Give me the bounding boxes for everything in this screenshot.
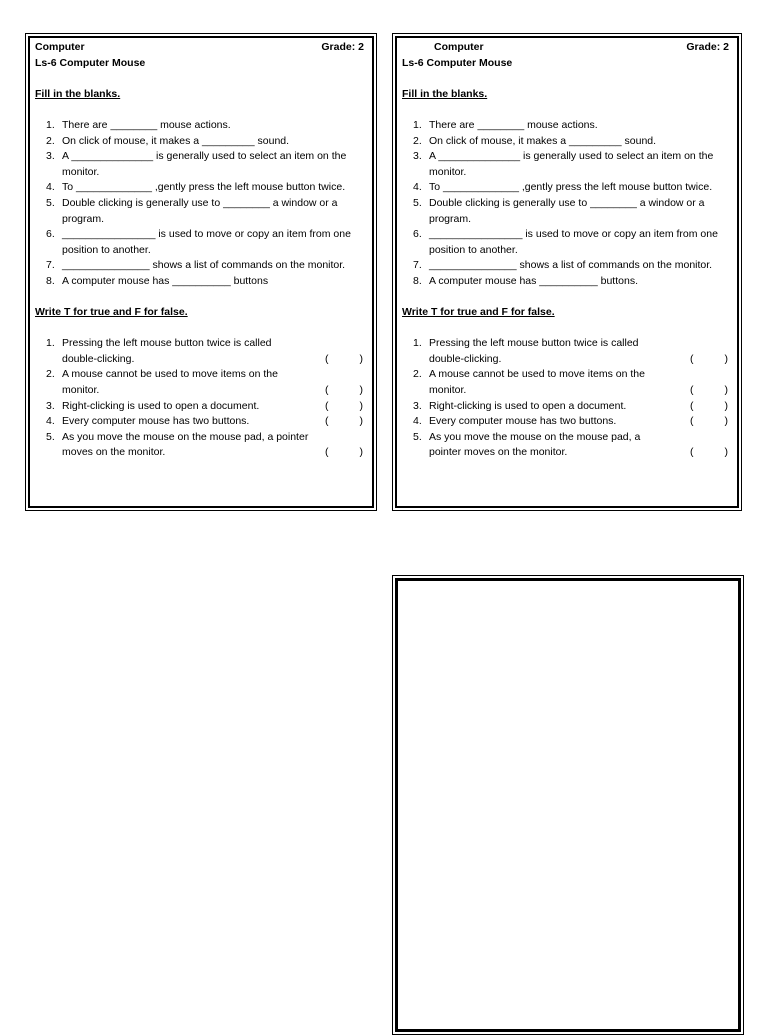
item-text: A ______________ is generally used to select an item on the monitor. — [62, 150, 347, 178]
item-text: ________________ is used to move or copy an item from one position to another. — [429, 228, 718, 256]
paren-open: ( — [690, 446, 694, 459]
item-number: 6. — [413, 228, 422, 241]
lesson-title: Ls-6 Computer Mouse — [35, 56, 146, 69]
worksheet-card-blank — [392, 575, 744, 1035]
item-text: To _____________ ,gently press the left mouse button twice. — [429, 181, 713, 194]
fill-item — [35, 118, 367, 134]
item-number: 5. — [413, 430, 422, 443]
item-text: Double clicking is generally use to ________ a window or a program. — [429, 196, 705, 225]
fill-item — [402, 274, 732, 290]
item-text: Right-clicking is used to open a document. — [429, 399, 627, 412]
card-header — [402, 40, 732, 56]
item-text: Every computer mouse has two buttons. — [429, 415, 617, 428]
item-number: 3. — [46, 399, 55, 412]
item-number: 5. — [46, 196, 55, 209]
paren-open: ( — [690, 352, 694, 365]
item-text: There are ________ mouse actions. — [62, 118, 231, 131]
item-text: On click of mouse, it makes a _________ sound. — [429, 134, 657, 147]
item-text: A computer mouse has __________ buttons. — [429, 274, 638, 287]
true-false-list — [402, 336, 732, 461]
fill-blanks-heading: Fill in the blanks. — [402, 87, 488, 100]
true-false-list — [35, 336, 367, 461]
item-number: 4. — [413, 415, 422, 428]
answer-parentheses — [690, 352, 728, 368]
item-text: Right-clicking is used to open a document. — [62, 399, 260, 412]
item-text: A ______________ is generally used to select an item on the monitor. — [429, 150, 714, 178]
item-number: 3. — [413, 150, 422, 163]
answer-parentheses — [690, 445, 728, 461]
paren-close: ) — [359, 399, 363, 412]
answer-parentheses — [325, 383, 363, 399]
item-number: 1. — [413, 118, 422, 131]
tf-item — [402, 367, 732, 398]
item-text: There are ________ mouse actions. — [429, 118, 598, 131]
item-text: To _____________ ,gently press the left mouse button twice. — [62, 181, 346, 194]
item-number: 2. — [46, 368, 55, 381]
item-number: 4. — [413, 181, 422, 194]
item-number: 4. — [46, 181, 55, 194]
item-text: Pressing the left mouse button twice is called double-clicking. — [62, 337, 272, 365]
subject-label: Computer — [35, 41, 85, 53]
paren-open: ( — [325, 415, 329, 428]
paren-close: ) — [359, 415, 363, 428]
tf-item — [35, 414, 367, 430]
answer-parentheses — [690, 383, 728, 399]
fill-item — [35, 180, 367, 196]
paren-close: ) — [724, 415, 728, 428]
paren-close: ) — [724, 352, 728, 365]
answer-parentheses — [325, 399, 363, 415]
fill-item — [35, 134, 367, 150]
fill-blanks-heading: Fill in the blanks. — [35, 87, 121, 100]
tf-item — [402, 336, 732, 367]
worksheet-card-left-inner — [28, 36, 374, 508]
item-number: 4. — [46, 415, 55, 428]
grade-label: Grade: 2 — [686, 41, 729, 53]
paren-close: ) — [724, 384, 728, 397]
paren-open: ( — [325, 399, 329, 412]
fill-item — [402, 134, 732, 150]
item-number: 2. — [413, 368, 422, 381]
item-number: 3. — [413, 399, 422, 412]
item-text: A mouse cannot be used to move items on the monitor. — [429, 368, 645, 397]
tf-item — [402, 414, 732, 430]
fill-item — [402, 258, 732, 274]
item-text: Pressing the left mouse button twice is called double-clicking. — [429, 337, 639, 365]
fill-blanks-list — [402, 118, 732, 290]
tf-item — [35, 399, 367, 415]
item-text: As you move the mouse on the mouse pad, a pointer moves on the monitor. — [429, 430, 641, 459]
true-false-heading: Write T for true and F for false. — [35, 306, 188, 319]
tf-item — [35, 367, 367, 398]
paren-close: ) — [359, 352, 363, 365]
grade-label: Grade: 2 — [321, 41, 364, 53]
item-text: Double clicking is generally use to ________ a window or a program. — [62, 196, 338, 225]
tf-item — [35, 336, 367, 367]
item-number: 1. — [413, 337, 422, 350]
worksheet-card-right-inner — [395, 36, 739, 508]
answer-parentheses — [690, 399, 728, 415]
fill-item — [402, 118, 732, 134]
item-number: 2. — [46, 134, 55, 147]
item-text: ________________ is used to move or copy an item from one position to another. — [62, 228, 351, 256]
fill-item — [35, 258, 367, 274]
fill-item — [35, 227, 367, 258]
subject-label: Computer — [434, 41, 484, 53]
fill-item — [402, 149, 732, 180]
answer-parentheses — [325, 445, 363, 461]
item-number: 7. — [413, 259, 422, 272]
worksheet-card-right — [392, 33, 742, 511]
fill-item — [402, 227, 732, 258]
item-text: _______________ shows a list of commands on the monitor. — [429, 259, 713, 272]
fill-blanks-list — [35, 118, 367, 290]
item-number: 8. — [46, 274, 55, 287]
paren-close: ) — [724, 446, 728, 459]
paren-open: ( — [690, 399, 694, 412]
item-text: A computer mouse has __________ buttons — [62, 274, 269, 287]
paren-open: ( — [690, 384, 694, 397]
paren-close: ) — [359, 384, 363, 397]
fill-item — [35, 274, 367, 290]
answer-parentheses — [690, 414, 728, 430]
item-text: As you move the mouse on the mouse pad, a pointer moves on the monitor. — [62, 430, 309, 459]
answer-parentheses — [325, 414, 363, 430]
item-number: 7. — [46, 259, 55, 272]
item-number: 1. — [46, 337, 55, 350]
tf-item — [402, 430, 732, 461]
item-number: 1. — [46, 118, 55, 131]
item-number: 3. — [46, 150, 55, 163]
item-text: Every computer mouse has two buttons. — [62, 415, 250, 428]
tf-item — [402, 399, 732, 415]
paren-open: ( — [325, 352, 329, 365]
item-text: On click of mouse, it makes a _________ sound. — [62, 134, 290, 147]
item-number: 6. — [46, 228, 55, 241]
true-false-heading: Write T for true and F for false. — [402, 306, 555, 319]
paren-close: ) — [359, 446, 363, 459]
worksheet-card-left — [25, 33, 377, 511]
item-text: _______________ shows a list of commands on the monitor. — [62, 259, 346, 272]
answer-parentheses — [325, 352, 363, 368]
lesson-title: Ls-6 Computer Mouse — [402, 56, 513, 69]
fill-item — [402, 180, 732, 196]
item-number: 2. — [413, 134, 422, 147]
paren-close: ) — [724, 399, 728, 412]
fill-item — [35, 149, 367, 180]
tf-item — [35, 430, 367, 461]
item-number: 5. — [413, 196, 422, 209]
paren-open: ( — [325, 384, 329, 397]
fill-item — [402, 196, 732, 227]
item-text: A mouse cannot be used to move items on the monitor. — [62, 368, 278, 397]
item-number: 5. — [46, 430, 55, 443]
item-number: 8. — [413, 274, 422, 287]
fill-item — [35, 196, 367, 227]
card-header — [35, 40, 367, 56]
paren-open: ( — [325, 446, 329, 459]
worksheet-card-blank-inner — [395, 578, 741, 1032]
paren-open: ( — [690, 415, 694, 428]
